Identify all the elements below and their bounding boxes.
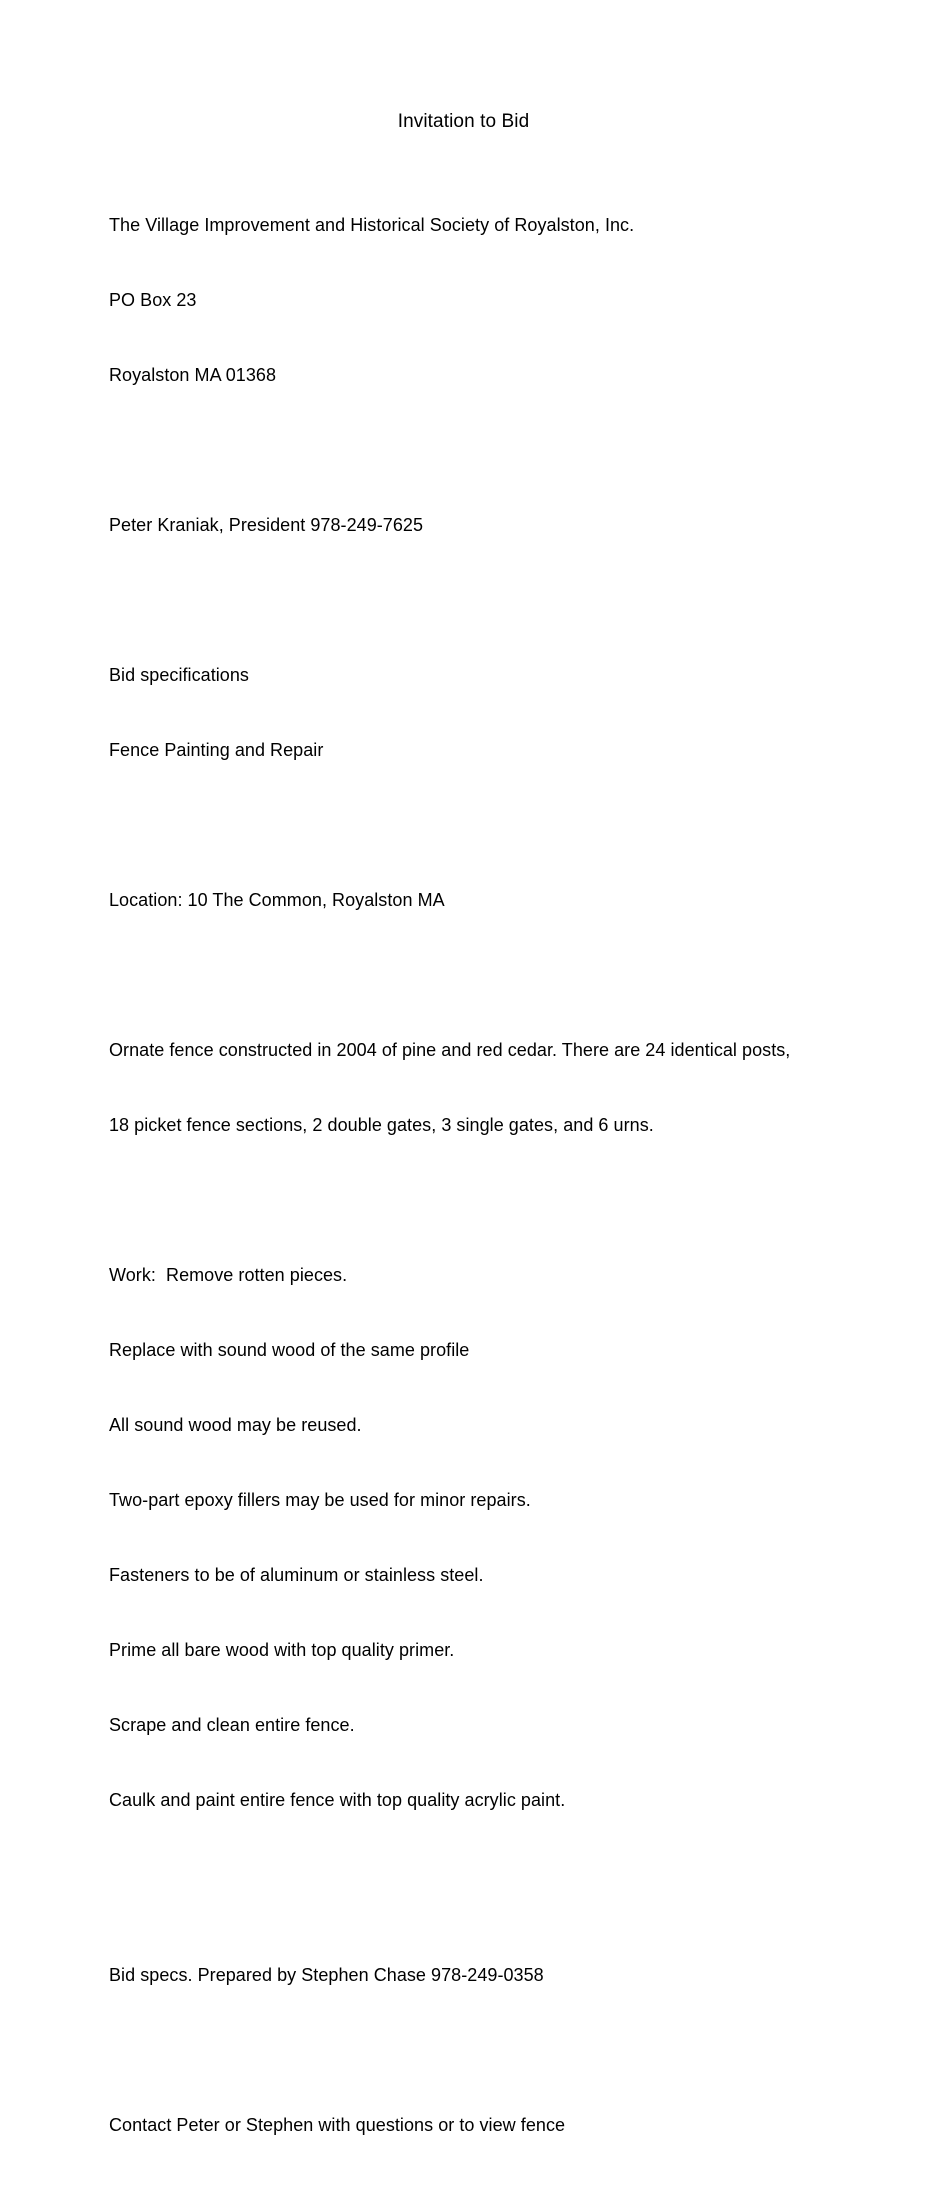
work-item: Scrape and clean entire fence. bbox=[109, 1715, 355, 1735]
work-item: Fasteners to be of aluminum or stainless steel. bbox=[109, 1565, 484, 1585]
work-item: Work: Remove rotten pieces. bbox=[109, 1265, 348, 1285]
spacer bbox=[109, 963, 869, 988]
page-title: Invitation to Bid bbox=[397, 111, 530, 132]
contact-note: Contact Peter or Stephen with questions or to view fence bbox=[109, 2115, 566, 2135]
work-item: Two-part epoxy fillers may be used for minor repairs. bbox=[109, 1490, 531, 1510]
location-line: Location: 10 The Common, Royalston MA bbox=[109, 890, 445, 910]
spec-subject: Fence Painting and Repair bbox=[109, 740, 324, 760]
primary-contact: Peter Kraniak, President 978-249-7625 bbox=[109, 515, 424, 535]
work-items-block bbox=[109, 1213, 869, 1863]
organization-city-state-zip: Royalston MA 01368 bbox=[109, 365, 277, 385]
spacer bbox=[109, 1863, 869, 1913]
contact-note-block bbox=[109, 2063, 869, 2188]
spec-heading-block bbox=[109, 613, 869, 813]
spec-heading: Bid specifications bbox=[109, 665, 249, 685]
prepared-by: Bid specs. Prepared by Stephen Chase 978-249-0358 bbox=[109, 1965, 544, 1985]
spacer bbox=[109, 588, 869, 613]
work-item: Prime all bare wood with top quality primer. bbox=[109, 1640, 455, 1660]
document-body bbox=[109, 163, 869, 2188]
work-item: All sound wood may be reused. bbox=[109, 1415, 362, 1435]
organization-name: The Village Improvement and Historical Society of Royalston, Inc. bbox=[109, 215, 635, 235]
work-item: Replace with sound wood of the same profile bbox=[109, 1340, 470, 1360]
spacer bbox=[109, 1188, 869, 1213]
spacer bbox=[109, 438, 869, 463]
fence-description-block bbox=[109, 988, 869, 1188]
work-item: Caulk and paint entire fence with top quality acrylic paint. bbox=[109, 1790, 566, 1810]
organization-po-box: PO Box 23 bbox=[109, 290, 197, 310]
spacer bbox=[109, 813, 869, 838]
prepared-by-block bbox=[109, 1913, 869, 2038]
location-block bbox=[109, 838, 869, 963]
fence-description-line-2: 18 picket fence sections, 2 double gates, 3 single gates, and 6 urns. bbox=[109, 1115, 654, 1135]
organization-block bbox=[109, 163, 869, 438]
spacer bbox=[109, 2038, 869, 2063]
fence-description-line-1: Ornate fence constructed in 2004 of pine and red cedar. There are 24 identical posts, bbox=[109, 1040, 791, 1060]
primary-contact-block bbox=[109, 463, 869, 588]
